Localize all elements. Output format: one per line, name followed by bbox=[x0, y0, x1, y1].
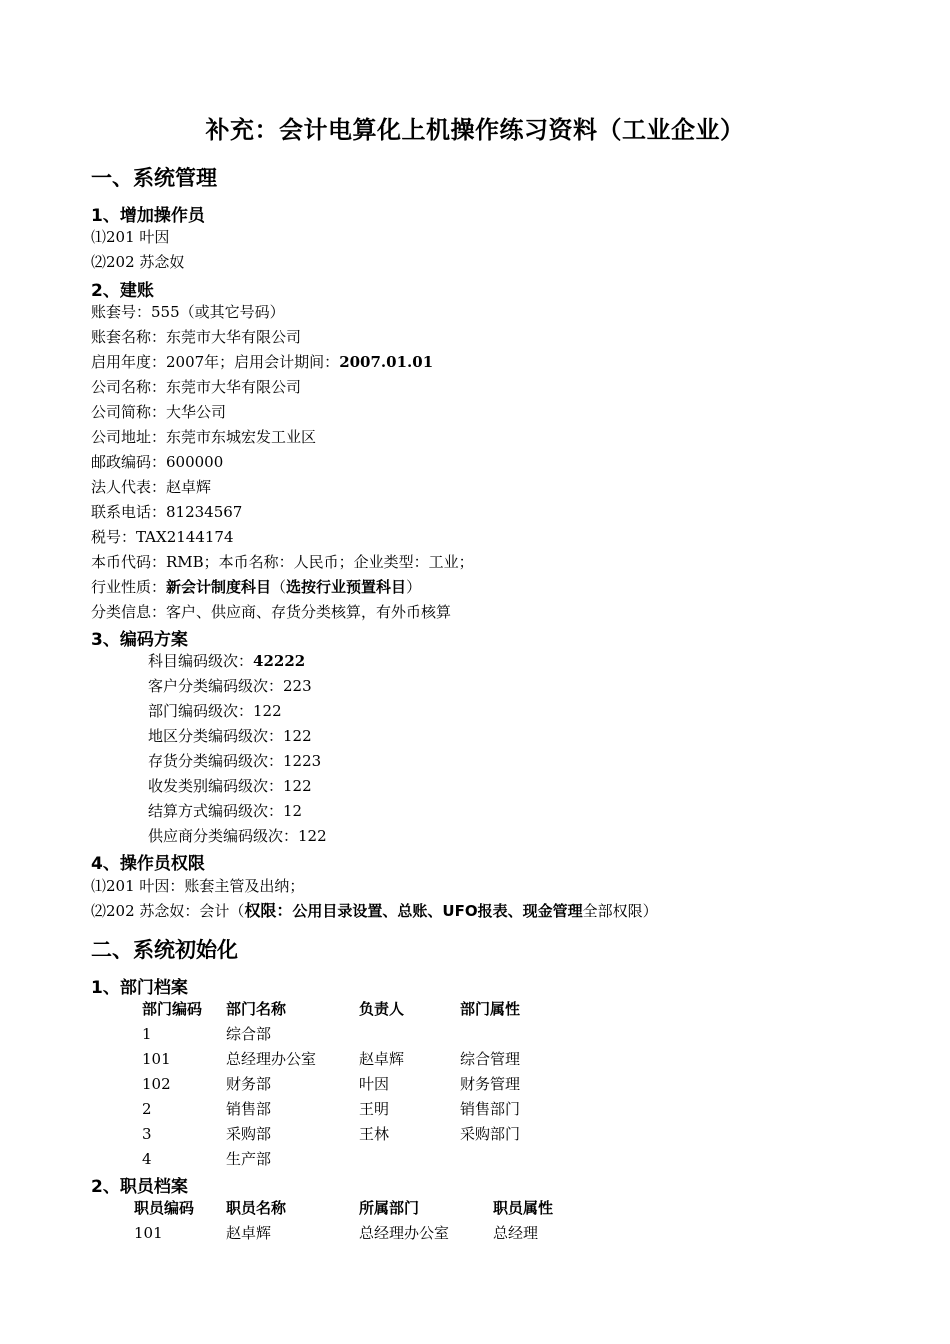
department-table-cell: 3 bbox=[142, 1125, 152, 1143]
staff-table-cell: 赵卓辉 bbox=[226, 1224, 272, 1242]
subheading-staff-archive: 2、职员档案 bbox=[91, 1177, 188, 1197]
section-heading-system-management: 一、系统管理 bbox=[91, 166, 217, 190]
account-year-label: 启用年度：2007年；启用会计期间： bbox=[91, 353, 340, 371]
coding-line: 供应商分类编码级次：122 bbox=[148, 827, 327, 845]
department-table-cell: 综合管理 bbox=[460, 1050, 521, 1068]
account-line: 税号：TAX2144174 bbox=[91, 528, 234, 546]
department-table-cell: 销售部门 bbox=[460, 1100, 521, 1118]
department-table-cell: 财务部 bbox=[226, 1075, 272, 1093]
department-table-cell: 王明 bbox=[359, 1100, 390, 1118]
subheading-department-archive: 1、部门档案 bbox=[91, 978, 188, 998]
staff-table-cell: 总经理 bbox=[493, 1224, 539, 1242]
department-table-cell: 生产部 bbox=[226, 1150, 272, 1168]
department-table-cell: 采购部门 bbox=[460, 1125, 521, 1143]
department-table-cell: 2 bbox=[142, 1100, 152, 1118]
operator-item: ⑴201 叶因 bbox=[91, 228, 170, 246]
department-table-cell: 101 bbox=[142, 1050, 171, 1068]
department-table-cell: 王林 bbox=[359, 1125, 390, 1143]
department-table-cell: 102 bbox=[142, 1075, 171, 1093]
rights-label: 权限： bbox=[244, 901, 293, 920]
account-period-value: 2007.01.01 bbox=[339, 353, 434, 371]
coding-subject-value: 42222 bbox=[253, 652, 306, 670]
rights-line-accountant bbox=[91, 900, 658, 922]
industry-label: 行业性质： bbox=[91, 578, 167, 596]
coding-subject-line bbox=[148, 650, 305, 672]
department-table-column-header: 部门编码 bbox=[142, 1000, 203, 1018]
classify-line: 分类信息：客户、供应商、存货分类核算，有外币核算 bbox=[91, 603, 452, 621]
subheading-add-operators: 1、增加操作员 bbox=[91, 206, 205, 226]
account-line: 公司地址：东莞市东城宏发工业区 bbox=[91, 428, 317, 446]
account-line: 联系电话：81234567 bbox=[91, 503, 243, 521]
department-table-cell: 赵卓辉 bbox=[359, 1050, 405, 1068]
department-table-cell: 4 bbox=[142, 1150, 152, 1168]
coding-line: 收发类别编码级次：122 bbox=[148, 777, 312, 795]
document-title: 补充：会计电算化上机操作练习资料（工业企业） bbox=[205, 116, 745, 144]
department-table-cell: 综合部 bbox=[226, 1025, 272, 1043]
subheading-create-account: 2、建账 bbox=[91, 281, 154, 301]
section-heading-system-init: 二、系统初始化 bbox=[91, 938, 238, 962]
department-table-cell: 1 bbox=[142, 1025, 152, 1043]
coding-line: 部门编码级次：122 bbox=[148, 702, 282, 720]
coding-line: 结算方式编码级次：12 bbox=[148, 802, 303, 820]
department-table-cell: 总经理办公室 bbox=[226, 1050, 317, 1068]
staff-table-column-header: 所属部门 bbox=[359, 1199, 420, 1217]
industry-paren-open: （ bbox=[271, 578, 287, 596]
staff-table-column-header: 职员属性 bbox=[493, 1199, 554, 1217]
industry-paren-close: ） bbox=[406, 578, 422, 596]
department-table-cell: 财务管理 bbox=[460, 1075, 521, 1093]
account-line: 账套名称：东莞市大华有限公司 bbox=[91, 328, 302, 346]
department-table-column-header: 负责人 bbox=[359, 1000, 405, 1018]
account-line: 公司名称：东莞市大华有限公司 bbox=[91, 378, 302, 396]
coding-line: 地区分类编码级次：122 bbox=[148, 727, 312, 745]
industry-value: 新会计制度科目 bbox=[166, 578, 272, 596]
account-line: 法人代表：赵卓辉 bbox=[91, 478, 212, 496]
account-line: 本币代码：RMB；本币名称：人民币；企业类型：工业； bbox=[91, 553, 474, 571]
department-table-column-header: 部门名称 bbox=[226, 1000, 287, 1018]
coding-subject-label: 科目编码级次： bbox=[148, 652, 254, 670]
subheading-coding-scheme: 3、编码方案 bbox=[91, 630, 188, 650]
industry-note: 选按行业预置科目 bbox=[286, 578, 407, 596]
staff-table-column-header: 职员编码 bbox=[134, 1199, 195, 1217]
coding-line: 客户分类编码级次：223 bbox=[148, 677, 312, 695]
industry-line bbox=[91, 576, 421, 598]
operator-item: ⑵202 苏念奴 bbox=[91, 253, 185, 271]
staff-table-cell: 101 bbox=[134, 1224, 163, 1242]
department-table-column-header: 部门属性 bbox=[460, 1000, 521, 1018]
rights-suffix: 全部权限） bbox=[582, 902, 658, 920]
staff-table-column-header: 职员名称 bbox=[226, 1199, 287, 1217]
rights-prefix: ⑵202 苏念奴：会计（ bbox=[91, 902, 245, 920]
account-year-line bbox=[91, 351, 433, 373]
department-table-cell: 销售部 bbox=[226, 1100, 272, 1118]
account-line: 公司简称：大华公司 bbox=[91, 403, 227, 421]
subheading-operator-rights: 4、操作员权限 bbox=[91, 854, 205, 874]
rights-modules: 公用目录设置、总账、UFO报表、现金管理 bbox=[292, 902, 583, 920]
rights-line: ⑴201 叶因：账套主管及出纳； bbox=[91, 877, 305, 895]
account-line: 邮政编码：600000 bbox=[91, 453, 224, 471]
department-table-cell: 叶因 bbox=[359, 1075, 390, 1093]
department-table-cell: 采购部 bbox=[226, 1125, 272, 1143]
coding-line: 存货分类编码级次：1223 bbox=[148, 752, 322, 770]
staff-table-cell: 总经理办公室 bbox=[359, 1224, 450, 1242]
account-line: 账套号：555（或其它号码） bbox=[91, 303, 285, 321]
